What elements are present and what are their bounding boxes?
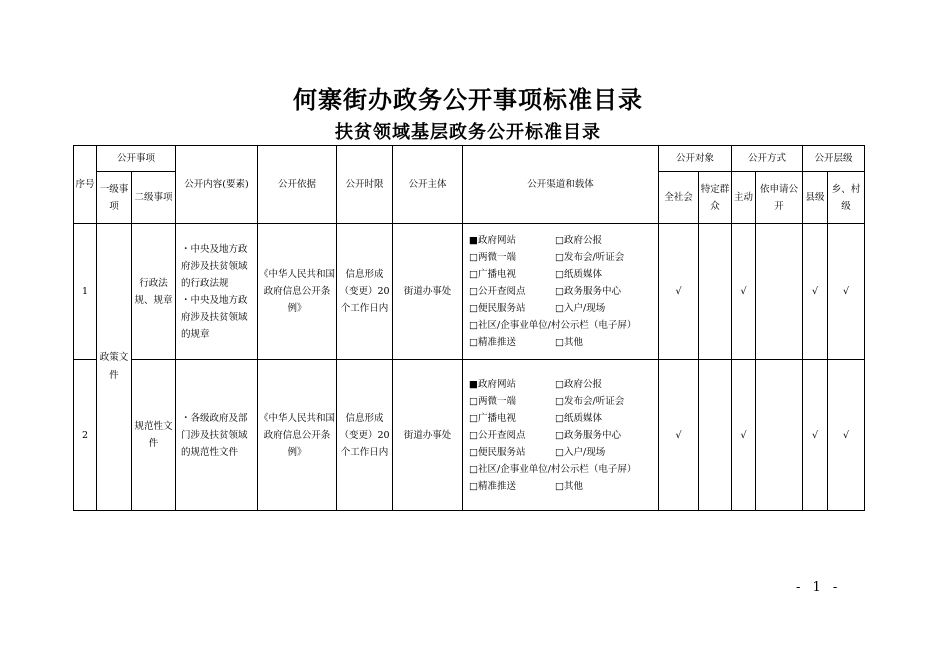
header-method-active: 主动 [732, 172, 756, 224]
channel-option: □发布会/听证会 [555, 252, 625, 263]
channel-row [469, 444, 656, 461]
header-level2: 二级事项 [132, 172, 176, 224]
channel-row [469, 317, 656, 334]
row-content [176, 360, 258, 511]
page-number: - 1 - [796, 580, 842, 595]
header-time-limit: 公开时限 [337, 146, 393, 224]
channel-row [469, 334, 656, 351]
row-content [176, 224, 258, 360]
channel-option: □政务服务中心 [555, 286, 621, 297]
header-level-county: 县级 [803, 172, 828, 224]
row-basis: 《中华人民共和国政府信息公开条例》 [258, 224, 337, 360]
channel-option: □广播电视 [469, 269, 516, 280]
row-level-village: √ [828, 224, 865, 360]
row-level-county: √ [803, 224, 828, 360]
row-level-county: √ [803, 360, 828, 511]
header-level-village: 乡、村级 [828, 172, 865, 224]
channel-option: □精准推送 [469, 480, 516, 492]
channel-option-checked: ■政府网站 [469, 378, 516, 390]
header-serial: 序号 [74, 146, 97, 224]
channel-option: □其他 [555, 337, 583, 348]
channel-row [469, 283, 656, 300]
channel-option: □便民服务站 [469, 303, 526, 314]
row-channels [463, 360, 659, 511]
channel-row [469, 461, 656, 478]
channel-option: □纸质媒体 [555, 412, 602, 424]
header-level1: 一级事项 [97, 172, 132, 224]
channel-row [469, 393, 656, 410]
header-content: 公开内容(要素) [176, 146, 258, 224]
channel-row [469, 232, 656, 249]
channel-option: □公开查阅点 [469, 286, 526, 297]
channel-option: □广播电视 [469, 412, 516, 424]
header-target-all: 全社会 [659, 172, 699, 224]
row-method-request [756, 360, 803, 511]
channel-option: □两微一端 [469, 395, 516, 407]
channel-option: □政府公报 [555, 235, 602, 246]
channel-option: □入户/现场 [555, 303, 606, 314]
row-level2: 规范性文件 [132, 360, 176, 511]
channel-option: □纸质媒体 [555, 269, 602, 280]
content-line: ・中央及地方政 [181, 294, 248, 306]
channel-option: □政务服务中心 [555, 429, 621, 441]
channel-row [469, 478, 656, 495]
header-item-group: 公开事项 [97, 146, 176, 172]
row-time-limit: 信息形成（变更）20个工作日内 [337, 224, 393, 360]
row-serial: 1 [74, 224, 97, 360]
table-row [74, 360, 865, 511]
content-line: ・中央及地方政 [181, 243, 248, 255]
channel-option: □社区/企事业单位/村公示栏（电子屏） [469, 320, 637, 331]
channel-option: □社区/企事业单位/村公示栏（电子屏） [469, 463, 637, 475]
channel-row [469, 300, 656, 317]
row-subject: 街道办事处 [393, 360, 463, 511]
content-line: 的行政法规 [181, 277, 229, 289]
content-line: 府涉及扶贫领域 [181, 311, 248, 323]
header-basis: 公开依据 [258, 146, 337, 224]
row-target-specific [699, 224, 732, 360]
row-channels [463, 224, 659, 360]
channel-option-checked: ■政府网站 [469, 235, 516, 246]
row-target-all: √ [659, 360, 699, 511]
row-method-active: √ [732, 360, 756, 511]
catalog-table [73, 145, 865, 511]
document-title: 何寨街办政务公开事项标准目录 [293, 85, 643, 114]
channel-row [469, 249, 656, 266]
header-target-group: 公开对象 [659, 146, 732, 172]
content-line: 门涉及扶贫领域 [181, 429, 248, 441]
row-level2: 行政法规、规章 [132, 224, 176, 360]
header-method-request: 依申请公开 [756, 172, 803, 224]
row-basis: 《中华人民共和国政府信息公开条例》 [258, 360, 337, 511]
header-row-1 [74, 146, 865, 172]
row-method-request [756, 224, 803, 360]
channel-option: □发布会/听证会 [555, 395, 625, 407]
header-subject: 公开主体 [393, 146, 463, 224]
channel-option: □其他 [555, 480, 583, 492]
channel-option: □两微一端 [469, 252, 516, 263]
channel-option: □精准推送 [469, 337, 516, 348]
channel-option: □便民服务站 [469, 446, 526, 458]
channel-option: □政府公报 [555, 378, 602, 390]
header-target-specific: 特定群众 [699, 172, 732, 224]
content-line: 府涉及扶贫领域 [181, 260, 248, 272]
level1-item: 政策文件 [97, 224, 132, 511]
channel-row [469, 266, 656, 283]
header-method-group: 公开方式 [732, 146, 803, 172]
document-subtitle: 扶贫领域基层政务公开标准目录 [335, 122, 601, 143]
channel-row [469, 427, 656, 444]
row-time-limit: 信息形成（变更）20个工作日内 [337, 360, 393, 511]
content-line: 的规章 [181, 328, 210, 340]
channel-option: □公开查阅点 [469, 429, 526, 441]
row-serial: 2 [74, 360, 97, 511]
channel-row [469, 376, 656, 393]
row-target-all: √ [659, 224, 699, 360]
table-row [74, 224, 865, 360]
row-subject: 街道办事处 [393, 224, 463, 360]
row-method-active: √ [732, 224, 756, 360]
channel-row [469, 410, 656, 427]
row-level-village: √ [828, 360, 865, 511]
row-target-specific [699, 360, 732, 511]
header-level-group: 公开层级 [803, 146, 865, 172]
content-line: ・各级政府及部 [181, 412, 248, 424]
header-channels: 公开渠道和载体 [463, 146, 659, 224]
content-line: 的规范性文件 [181, 446, 239, 458]
channel-option: □入户/现场 [555, 446, 606, 458]
